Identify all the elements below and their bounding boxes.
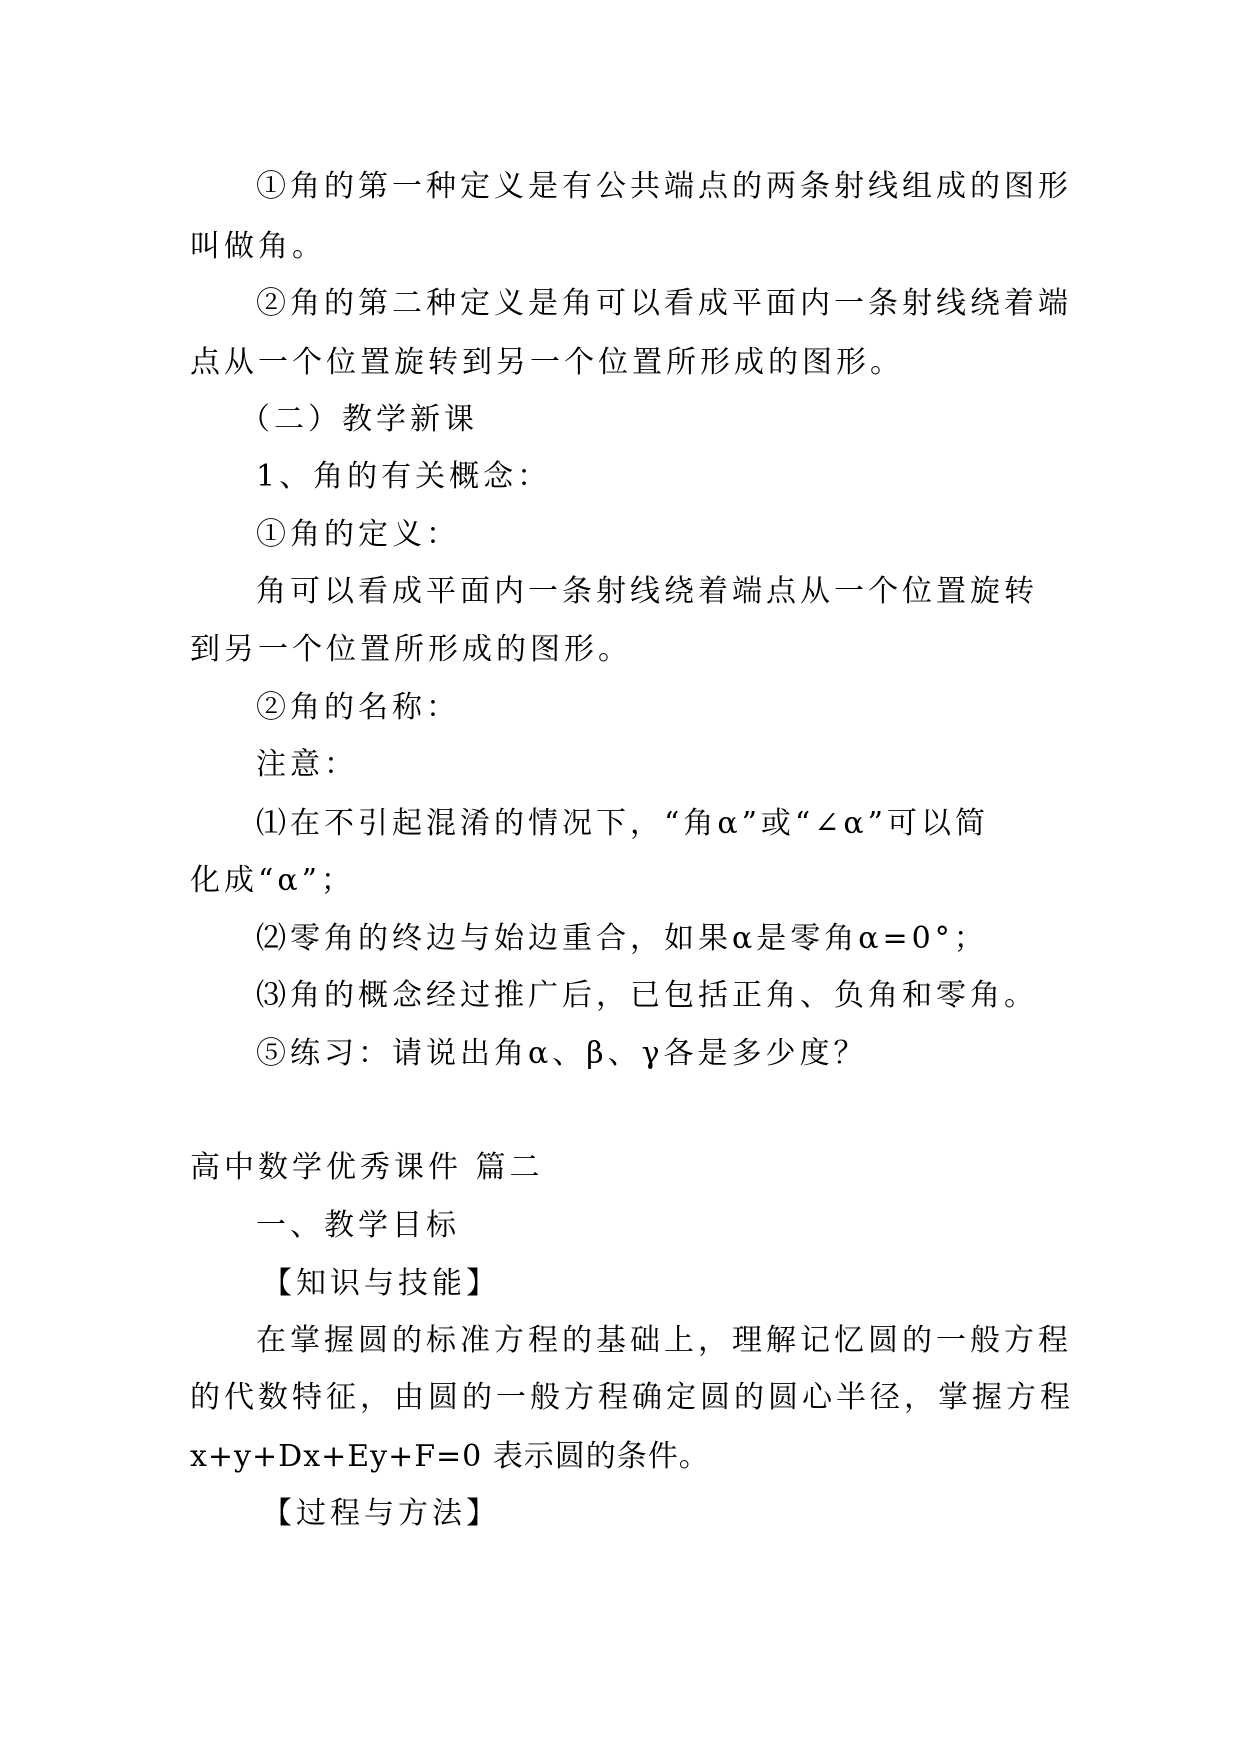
paragraph-line: ⑤练习：请说出角α、β、γ各是多少度？	[256, 1036, 868, 1071]
paragraph-line: ②角的第二种定义是角可以看成平面内一条射线绕着端	[256, 286, 1072, 321]
paragraph-line: ⑶角的概念经过推广后，已包括正角、负角和零角。	[256, 978, 1038, 1013]
paragraph-line: ①角的定义：	[256, 517, 460, 552]
paragraph-line: 在掌握圆的标准方程的基础上，理解记忆圆的一般方程	[256, 1323, 1072, 1358]
paragraph-line: 叫做角。	[190, 229, 326, 264]
paragraph-line: 角可以看成平面内一条射线绕着端点从一个位置旋转	[256, 574, 1038, 609]
paragraph-line: 化成“α”；	[190, 863, 355, 898]
paragraph-line: 点从一个位置旋转到另一个位置所形成的图形。	[190, 345, 904, 380]
paragraph-line: 1、角的有关概念：	[256, 459, 552, 494]
paragraph-line: 到另一个位置所形成的图形。	[190, 632, 632, 667]
paragraph-line: ⑵零角的终边与始边重合，如果α是零角α=0°；	[256, 921, 988, 956]
section-heading: （二）教学新课	[240, 402, 478, 437]
subsection-heading: 【知识与技能】	[262, 1266, 500, 1301]
paragraph-line: 的代数特征，由圆的一般方程确定圆的圆心半径，掌握方程	[190, 1380, 1074, 1415]
subsection-heading: 【过程与方法】	[262, 1496, 500, 1531]
paragraph-line: ⑴在不引起混淆的情况下，“角α”或“∠α”可以简	[256, 806, 990, 841]
paragraph-line: ②角的名称：	[256, 690, 460, 725]
paragraph-line: x+y+Dx+Ey+F=0 表示圆的条件。	[190, 1439, 710, 1474]
paragraph-line: 一、教学目标	[256, 1208, 460, 1243]
paragraph-line: 注意：	[256, 747, 358, 782]
paragraph-line: ①角的第一种定义是有公共端点的两条射线组成的图形	[256, 169, 1072, 204]
section-title: 高中数学优秀课件 篇二	[190, 1150, 544, 1185]
